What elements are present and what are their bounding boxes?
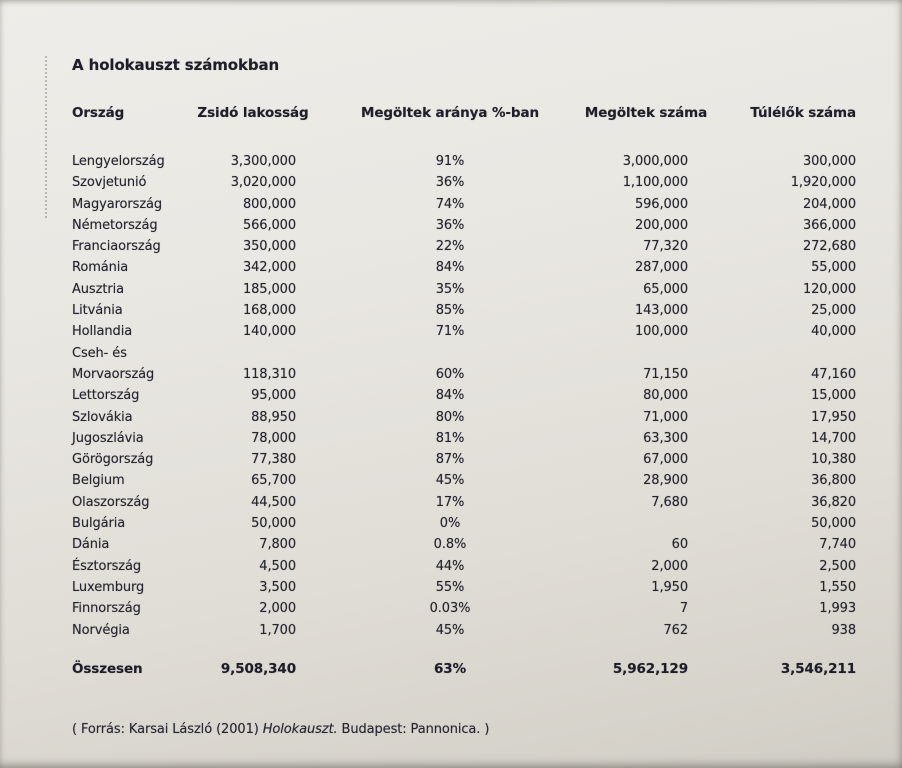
cell-percentage: 85% bbox=[435, 303, 465, 319]
cell-percentage: 71% bbox=[435, 324, 465, 340]
cell-country: Szlovákia bbox=[72, 409, 133, 425]
cell-population: 50,000 bbox=[251, 516, 296, 532]
cell-percentage: 87% bbox=[435, 452, 465, 468]
cell-killed: 1,950 bbox=[651, 579, 688, 595]
header-country-label: Ország bbox=[72, 105, 125, 121]
cell-population: 342,000 bbox=[242, 260, 296, 276]
cell-population: 168,000 bbox=[242, 303, 296, 319]
table-row bbox=[60, 620, 856, 641]
cell-country: Litvánia bbox=[72, 303, 123, 319]
table-row bbox=[60, 364, 856, 385]
header-country bbox=[60, 103, 210, 124]
cell-percentage: 45% bbox=[435, 622, 465, 638]
cell-killed: 200,000 bbox=[634, 217, 688, 233]
cell-country: Bulgária bbox=[72, 516, 126, 532]
cell-population: 95,000 bbox=[251, 388, 296, 404]
cell-survivors: 272,680 bbox=[802, 239, 856, 255]
cell-survivors: 14,700 bbox=[811, 430, 856, 446]
table-body bbox=[60, 151, 856, 641]
cell-survivors bbox=[688, 343, 856, 364]
cell-country: Belgium bbox=[72, 473, 125, 489]
table-row bbox=[60, 215, 856, 236]
cell-country: Morvaország bbox=[72, 366, 155, 382]
table-row bbox=[60, 513, 856, 534]
cell-killed: 3,000,000 bbox=[622, 154, 688, 169]
cell-killed: 100,000 bbox=[634, 324, 688, 340]
cell-country: Jugoszlávia bbox=[72, 430, 144, 446]
cell-survivors: 15,000 bbox=[811, 388, 856, 404]
table-row bbox=[60, 407, 856, 428]
source-book-title: Holokauszt. bbox=[262, 722, 338, 737]
cell-population: 77,380 bbox=[251, 452, 296, 468]
cell-survivors: 36,820 bbox=[811, 494, 856, 510]
cell-survivors: 25,000 bbox=[811, 303, 856, 319]
cell-percentage: 17% bbox=[435, 494, 465, 510]
cell-population: 3,500 bbox=[259, 579, 296, 595]
table-row bbox=[60, 151, 856, 172]
cell-country: Szovjetunió bbox=[72, 175, 147, 191]
total-killed: 5,962,129 bbox=[612, 661, 688, 677]
table-row bbox=[60, 300, 856, 321]
table-row bbox=[60, 470, 856, 491]
cell-killed: 60 bbox=[671, 537, 688, 553]
cell-survivors: 10,380 bbox=[811, 452, 856, 468]
cell-percentage: 84% bbox=[435, 260, 465, 276]
cell-percentage: 0% bbox=[439, 516, 461, 532]
cell-population: 1,700 bbox=[259, 622, 296, 638]
cell-country: Cseh- és bbox=[72, 345, 127, 361]
cell-killed: 67,000 bbox=[643, 452, 688, 468]
total-percentage: 63% bbox=[433, 661, 466, 677]
cell-population bbox=[210, 343, 296, 364]
cell-killed: 7 bbox=[679, 601, 688, 617]
cell-survivors: 1,550 bbox=[819, 579, 856, 595]
cell-survivors: 40,000 bbox=[811, 324, 856, 340]
cell-country: Franciaország bbox=[72, 239, 161, 255]
cell-killed: 143,000 bbox=[634, 303, 688, 319]
cell-country: Románia bbox=[72, 260, 129, 276]
cell-killed: 7,680 bbox=[651, 494, 688, 510]
cell-population: 2,000 bbox=[259, 601, 296, 617]
cell-killed: 762 bbox=[663, 622, 688, 638]
table-row bbox=[60, 492, 856, 513]
cell-killed: 1,100,000 bbox=[622, 175, 688, 191]
cell-survivors: 55,000 bbox=[811, 260, 856, 276]
header-population-label: Zsidó lakosság bbox=[197, 105, 309, 121]
cell-percentage: 22% bbox=[435, 239, 465, 255]
table-row bbox=[60, 385, 856, 406]
table-row bbox=[60, 257, 856, 278]
source-citation bbox=[72, 722, 489, 737]
cell-killed: 287,000 bbox=[634, 260, 688, 276]
header-survivors bbox=[688, 103, 856, 124]
cell-population: 3,020,000 bbox=[230, 175, 296, 191]
header-survivors-label: Túlélők száma bbox=[750, 105, 856, 121]
scan-artifact bbox=[45, 56, 47, 218]
cell-country: Olaszország bbox=[72, 494, 150, 510]
cell-country: Hollandia bbox=[72, 324, 133, 340]
cell-population: 350,000 bbox=[242, 239, 296, 255]
cell-population: 800,000 bbox=[242, 196, 296, 212]
source-prefix: ( Forrás: Karsai László (2001) bbox=[72, 722, 263, 737]
cell-survivors: 300,000 bbox=[802, 154, 856, 169]
cell-country: Németország bbox=[72, 217, 158, 233]
table-row bbox=[60, 598, 856, 619]
cell-killed: 65,000 bbox=[643, 281, 688, 297]
table-row bbox=[60, 577, 856, 598]
cell-population: 4,500 bbox=[259, 558, 296, 574]
cell-country: Görögország bbox=[72, 452, 154, 468]
cell-country: Dánia bbox=[72, 537, 110, 553]
header-percentage bbox=[296, 103, 604, 124]
cell-survivors: 47,160 bbox=[811, 366, 856, 382]
cell-percentage: 35% bbox=[435, 281, 465, 297]
cell-population: 140,000 bbox=[242, 324, 296, 340]
cell-killed: 63,300 bbox=[643, 430, 688, 446]
table-row bbox=[60, 556, 856, 577]
header-percentage-label: Megöltek aránya %-ban bbox=[361, 105, 539, 121]
cell-killed: 80,000 bbox=[643, 388, 688, 404]
table-row bbox=[60, 279, 856, 300]
cell-percentage: 91% bbox=[435, 154, 465, 169]
page-title: A holokauszt számokban bbox=[72, 56, 280, 74]
cell-killed: 71,000 bbox=[643, 409, 688, 425]
cell-country: Lengyelország bbox=[72, 154, 165, 169]
cell-population: 3,300,000 bbox=[230, 154, 296, 169]
table-row bbox=[60, 194, 856, 215]
table-row bbox=[60, 236, 856, 257]
cell-country: Finnország bbox=[72, 601, 141, 617]
cell-survivors: 204,000 bbox=[802, 196, 856, 212]
cell-killed bbox=[604, 513, 688, 534]
table-row bbox=[60, 534, 856, 555]
cell-percentage: 81% bbox=[435, 430, 465, 446]
table-row bbox=[60, 172, 856, 193]
cell-killed: 596,000 bbox=[634, 196, 688, 212]
cell-population: 44,500 bbox=[251, 494, 296, 510]
table-total-row bbox=[60, 658, 856, 680]
cell-population: 78,000 bbox=[251, 430, 296, 446]
cell-killed: 2,000 bbox=[651, 558, 688, 574]
cell-survivors: 1,993 bbox=[819, 601, 856, 617]
cell-population: 185,000 bbox=[242, 281, 296, 297]
header-population bbox=[197, 103, 309, 124]
cell-survivors: 36,800 bbox=[811, 473, 856, 489]
cell-country: Norvégia bbox=[72, 622, 130, 638]
total-population: 9,508,340 bbox=[220, 661, 296, 677]
cell-survivors: 366,000 bbox=[802, 217, 856, 233]
cell-percentage: 0.03% bbox=[429, 601, 471, 617]
cell-percentage: 0.8% bbox=[433, 537, 467, 553]
cell-survivors: 938 bbox=[831, 622, 856, 638]
table-row bbox=[60, 428, 856, 449]
cell-percentage: 60% bbox=[435, 366, 465, 382]
cell-killed: 71,150 bbox=[643, 366, 688, 382]
cell-percentage: 45% bbox=[435, 473, 465, 489]
cell-population: 88,950 bbox=[251, 409, 296, 425]
cell-percentage: 74% bbox=[435, 196, 465, 212]
total-survivors: 3,546,211 bbox=[780, 661, 856, 677]
total-label: Összesen bbox=[72, 661, 143, 677]
cell-survivors: 120,000 bbox=[802, 281, 856, 297]
cell-percentage: 80% bbox=[435, 409, 465, 425]
cell-population: 118,310 bbox=[242, 366, 296, 382]
cell-country: Magyarország bbox=[72, 196, 163, 212]
cell-killed bbox=[604, 343, 688, 364]
cell-country: Ausztria bbox=[72, 281, 124, 297]
cell-percentage bbox=[296, 343, 604, 364]
cell-population: 7,800 bbox=[259, 537, 296, 553]
table-header-row bbox=[60, 103, 856, 124]
cell-country: Luxemburg bbox=[72, 579, 145, 595]
cell-percentage: 55% bbox=[435, 579, 465, 595]
cell-survivors: 2,500 bbox=[819, 558, 856, 574]
cell-percentage: 84% bbox=[435, 388, 465, 404]
cell-killed: 77,320 bbox=[643, 239, 688, 255]
cell-percentage: 36% bbox=[435, 217, 465, 233]
table-row bbox=[60, 321, 856, 342]
cell-survivors: 50,000 bbox=[811, 516, 856, 532]
cell-country: Észtország bbox=[72, 558, 142, 574]
cell-country: Lettország bbox=[72, 388, 140, 404]
cell-killed: 28,900 bbox=[643, 473, 688, 489]
cell-survivors: 7,740 bbox=[819, 537, 856, 553]
cell-survivors: 17,950 bbox=[811, 409, 856, 425]
cell-population: 566,000 bbox=[242, 217, 296, 233]
cell-percentage: 44% bbox=[435, 558, 465, 574]
cell-population: 65,700 bbox=[251, 473, 296, 489]
table-row bbox=[60, 449, 856, 470]
header-killed bbox=[584, 103, 708, 124]
source-suffix: Budapest: Pannonica. ) bbox=[337, 722, 490, 737]
cell-survivors: 1,920,000 bbox=[790, 175, 856, 191]
header-killed-label: Megöltek száma bbox=[584, 105, 708, 121]
table-row bbox=[60, 343, 856, 364]
cell-percentage: 36% bbox=[435, 175, 465, 191]
